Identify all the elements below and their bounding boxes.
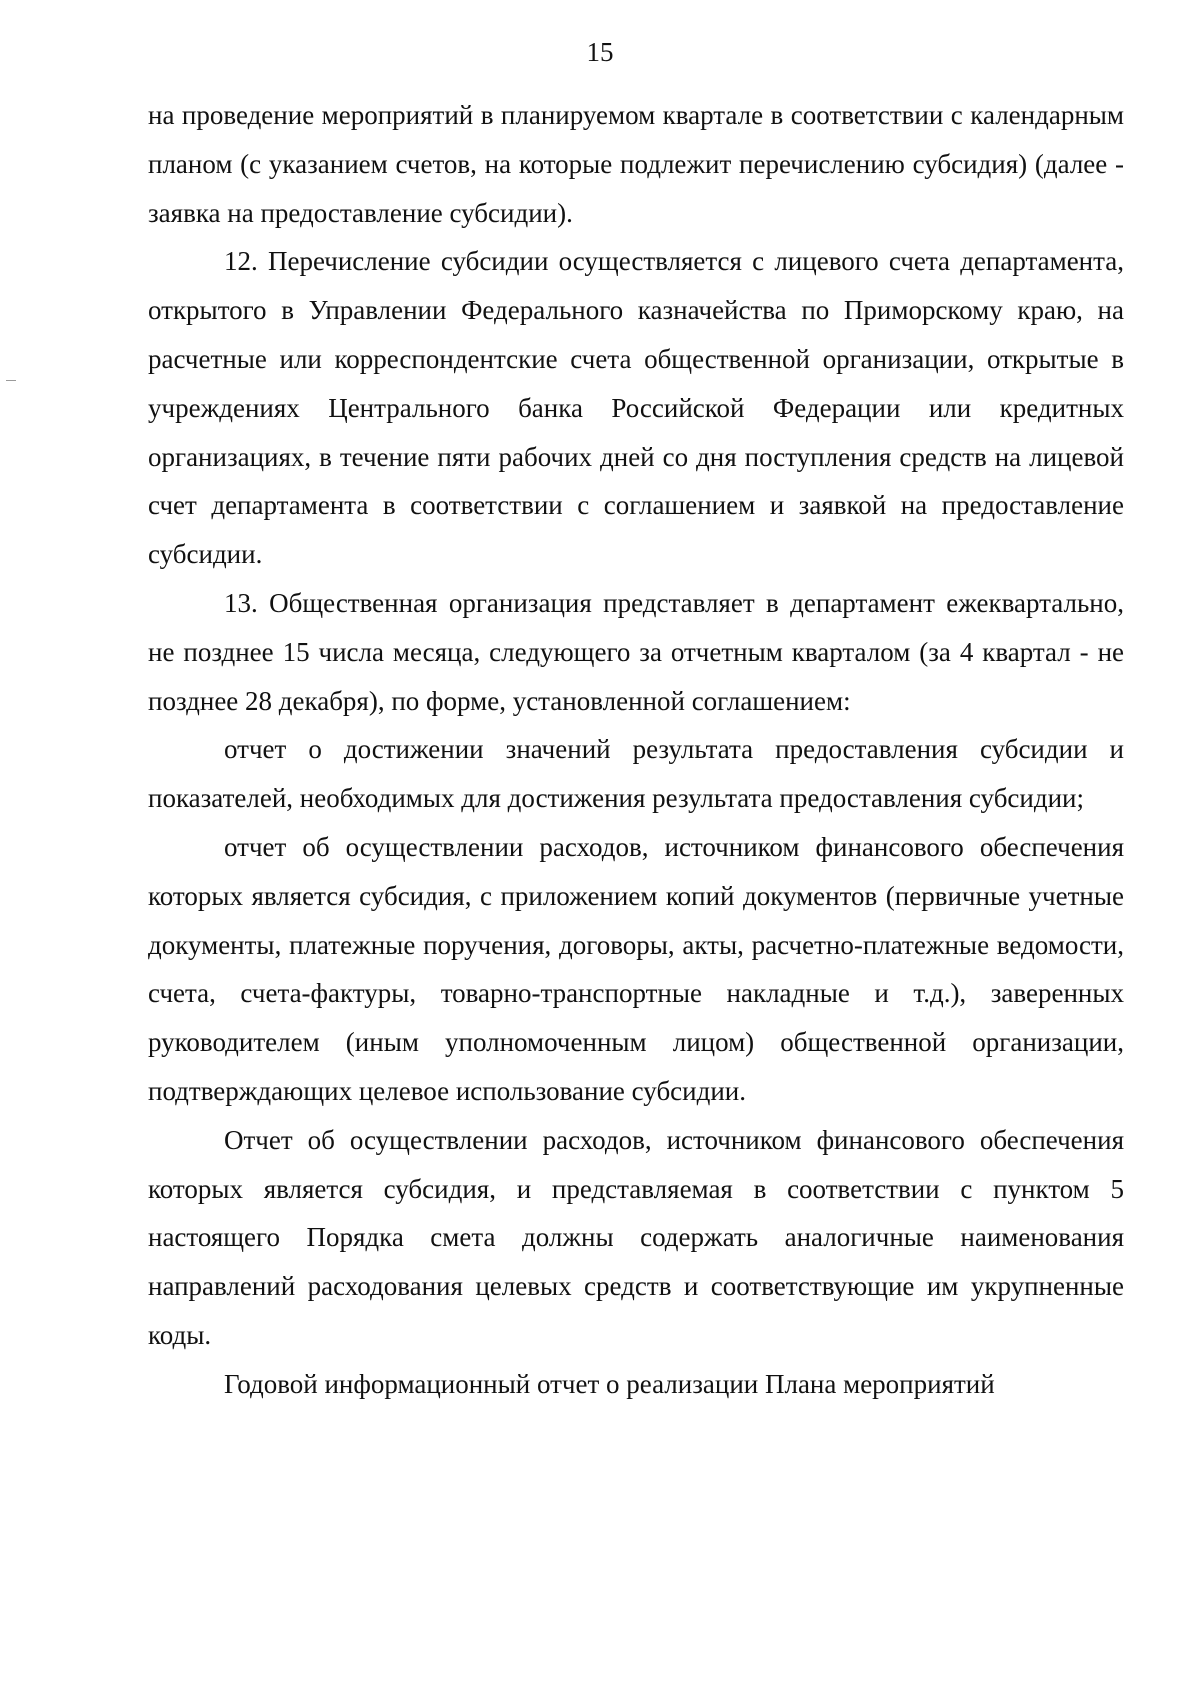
paragraph-results-report: отчет о достижении значений результата предоставления субсидии и показателей, необходимых для достижения результата предоставления субсидии;	[148, 734, 1124, 814]
document-body	[148, 91, 1124, 1409]
paragraph-annual-report: Годовой информационный отчет о реализации Плана мероприятий	[224, 1368, 995, 1399]
paragraph-item-13: 13. Общественная организация представляет в департамент ежеквартально, не позднее 15 числа месяца, следующего за отчетным кварталом (за 4 квартал - не позднее 28 декабря), по форме, установленной соглашением:	[148, 587, 1124, 716]
page-number: 15	[586, 37, 614, 67]
paragraph-item-12: 12. Перечисление субсидии осуществляется с лицевого счета департамента, открытого в Управлении Федерального казначейства по Приморскому краю, на расчетные или корреспондентские счета общественной организации, открытые в учреждениях Центрального банка Российской Федерации или кредитных организациях, в течение пяти рабочих дней со дня поступления средств на лицевой счет департамента в соответствии с соглашением и заявкой на предоставление субсидии.	[148, 246, 1124, 570]
paragraph-request-continuation: на проведение мероприятий в планируемом квартале в соответствии с календарным планом (с указанием счетов, на которые подлежит перечислению субсидия) (далее - заявка на предоставление субсидии).	[148, 100, 1124, 228]
scan-margin-mark	[6, 380, 16, 381]
paragraph-expenses-estimate: Отчет об осуществлении расходов, источником финансового обеспечения которых является субсидия, и представляемая в соответствии с пунктом 5 настоящего Порядка смета должны содержать аналогичные наименования направлений расходования целевых средств и соответствующие им укрупненные коды.	[148, 1124, 1124, 1350]
paragraph-expenses-report: отчет об осуществлении расходов, источником финансового обеспечения которых является субсидия, с приложением копий документов (первичные учетные документы, платежные поручения, договоры, акты, расчетно-платежные ведомости, счета, счета-фактуры, товарно-транспортные накладные и т.д.), заверенных руководителем (иным уполномоченным лицом) общественной организации, подтверждающих целевое использование субсидии.	[148, 831, 1124, 1106]
